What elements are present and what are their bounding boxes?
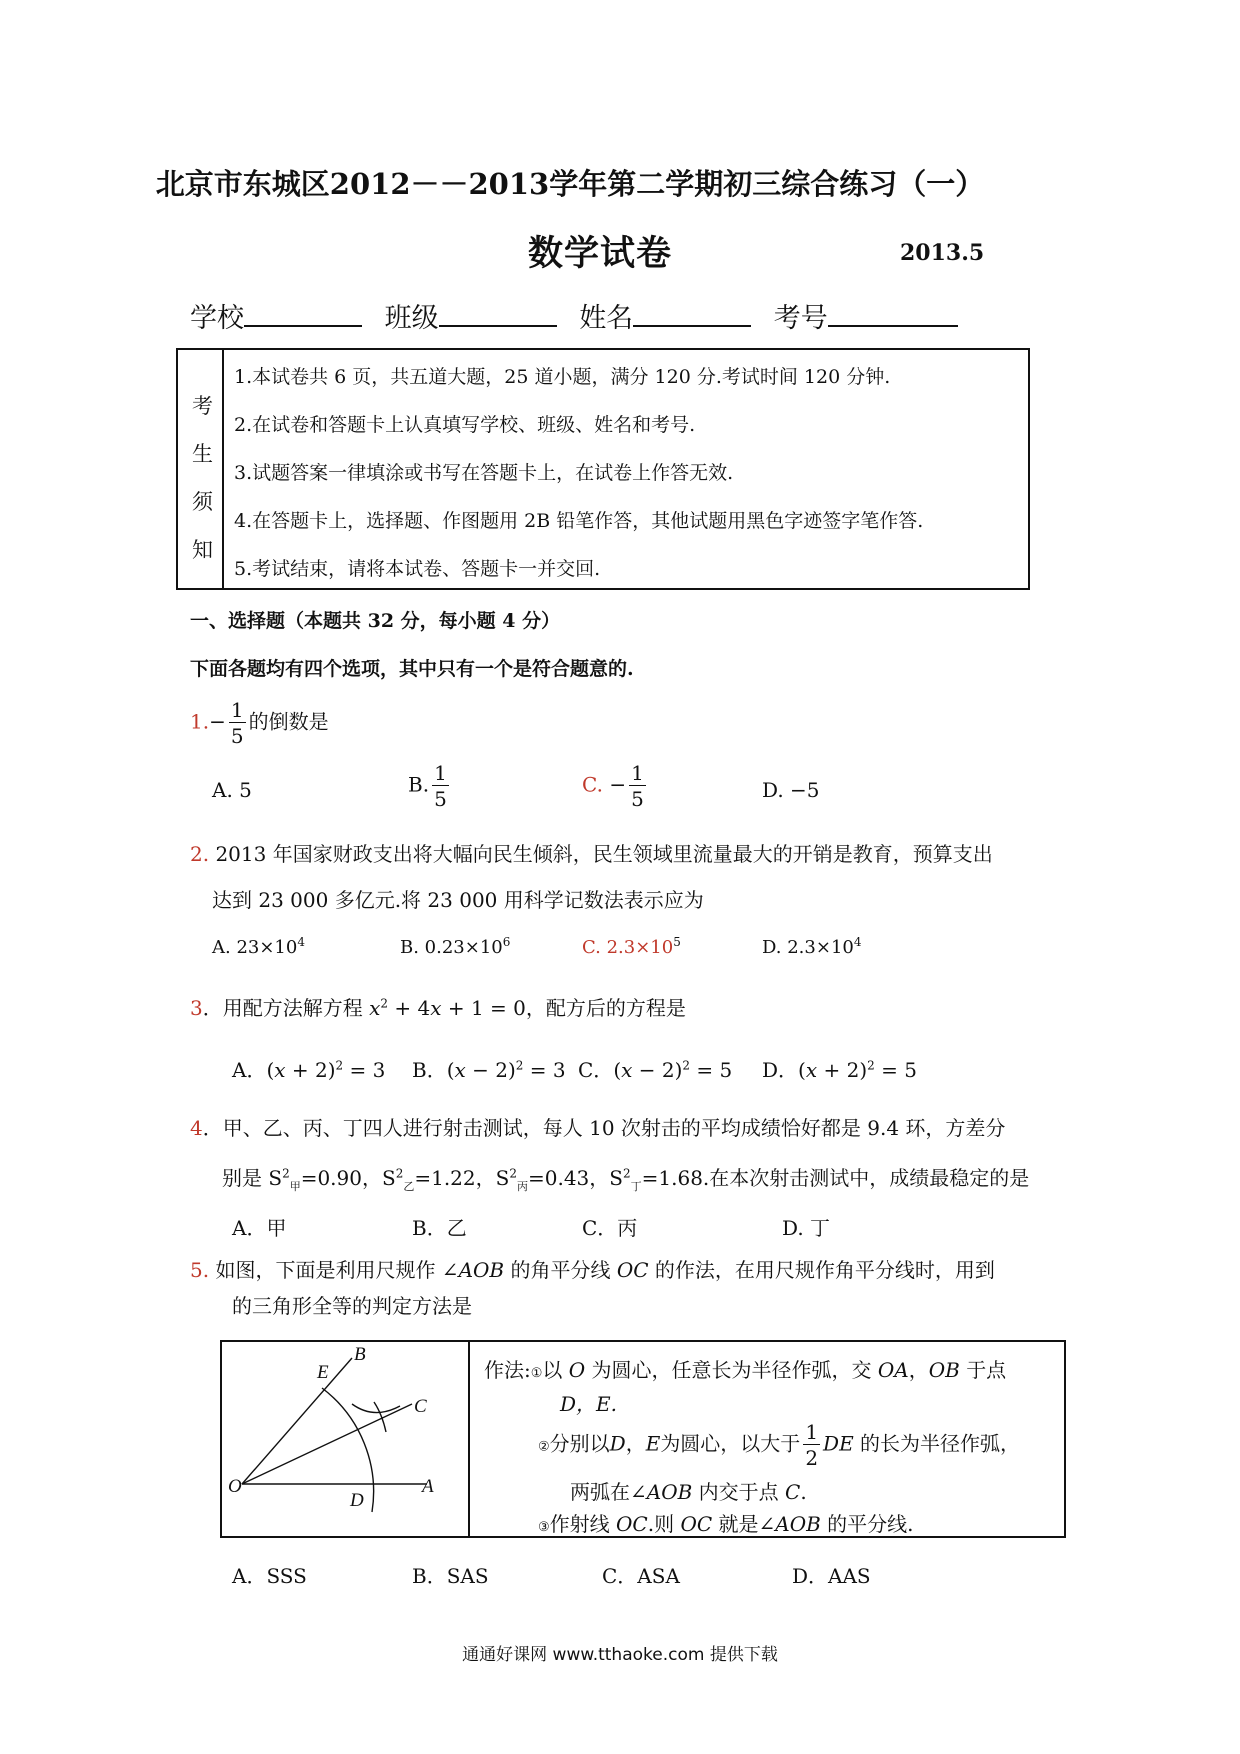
notice-side-label (178, 350, 224, 588)
arc-de (322, 1388, 374, 1512)
notice-side-char: 须 (192, 490, 213, 514)
question-number: 5. (190, 1258, 210, 1282)
label-a: A (422, 1476, 434, 1497)
construction-figure-table (220, 1340, 1066, 1538)
notice-side-char: 生 (192, 442, 213, 466)
question-text: 2013 年国家财政支出将大幅向民生倾斜，民生领域里流量最大的开销是教育，预算支出 (215, 842, 993, 866)
construction-step-1: 作法:①以 O 为圆心，任意长为半径作弧，交 OA，OB 于点 (484, 1358, 1007, 1382)
construction-step-3: ③作射线 OC.则 OC 就是∠AOB 的平分线. (538, 1512, 914, 1536)
option-c[interactable]: C. $2.3\times 10^5$ (582, 935, 681, 958)
option-c[interactable]: C．丙 (582, 1216, 638, 1240)
question-3: 3．用配方法解方程 $x^2 + 4x + 1 = 0$，配方后的方程是 (190, 996, 686, 1020)
question-2 (190, 838, 993, 867)
construction-diagram (222, 1342, 470, 1536)
option-a[interactable]: A．SSS (232, 1564, 307, 1588)
question-1 (190, 700, 329, 746)
fraction: $\frac{1}{5}$ (631, 761, 644, 811)
question-number: 3 (190, 996, 203, 1020)
label-d: D (350, 1490, 364, 1511)
notice-item: 5.考试结束，请将本试卷、答题卡一并交回. (234, 558, 601, 580)
school-field: 学校 (190, 296, 362, 335)
option-a[interactable]: A．$(x + 2)^2 = 3$ (232, 1058, 386, 1082)
option-a[interactable]: A. 5 (212, 778, 252, 802)
angle-bisector-diagram (222, 1342, 466, 1536)
exam-number-field: 考号 (774, 296, 958, 335)
fraction: $\frac{1}{5}$ (230, 698, 244, 748)
notice-side-char: 考 (192, 394, 213, 418)
construction-step-2-line2: 两弧在∠AOB 内交于点 C. (570, 1480, 807, 1504)
option-c[interactable]: C．$(x - 2)^2 = 5$ (578, 1058, 733, 1082)
name-field: 姓名 (579, 296, 751, 335)
question-number: 4 (190, 1116, 203, 1140)
section-heading: 一、选择题（本题共 32 分，每小题 4 分） (190, 610, 561, 632)
exam-number-blank[interactable] (828, 299, 958, 327)
label-b: B (354, 1344, 366, 1365)
construction-step-2: ②分别以D，E为圆心，以大于 $\frac{1}{2}$ DE 的长为半径作弧， (538, 1420, 1021, 1470)
option-b[interactable]: B．$(x - 2)^2 = 3$ (412, 1058, 566, 1082)
option-d[interactable]: D. $2.3\times 10^4$ (762, 935, 862, 958)
school-blank[interactable] (244, 299, 362, 327)
exam-title: 北京市东城区2012－－2013学年第二学期初三综合练习（一） (155, 167, 985, 201)
ray-ob (242, 1358, 352, 1484)
page-footer: 通通好课网 www.tthaoke.com 提供下载 (462, 1645, 778, 1665)
option-b[interactable]: B. $\frac{1}{5}$ (408, 761, 447, 811)
label-o: O (228, 1476, 242, 1497)
option-d[interactable]: D．AAS (792, 1564, 871, 1588)
question-number: 2. (190, 842, 210, 866)
option-b[interactable]: B. $0.23\times 10^6$ (400, 935, 511, 958)
section-instruction: 下面各题均有四个选项，其中只有一个是符合题意的. (190, 658, 634, 680)
candidate-notice-box (176, 348, 1030, 590)
question-4-line2: 别是 $S^2_甲=0.90$，$S^2_乙=1.22$，$S^2_丙=0.43$，$S^2_丁=1.68$.在本次射击测试中，成绩最稳定的是 (222, 1166, 1030, 1193)
option-c[interactable]: C．ASA (602, 1564, 680, 1588)
class-field: 班级 (385, 296, 557, 335)
option-a[interactable]: A．甲 (232, 1216, 287, 1240)
question-5-line2: 的三角形全等的判定方法是 (232, 1294, 472, 1318)
class-blank[interactable] (439, 299, 557, 327)
question-number: 1. (190, 709, 210, 734)
option-d[interactable]: D. 丁 (782, 1216, 831, 1240)
exam-subtitle: 数学试卷 (528, 233, 673, 274)
label-e: E (317, 1362, 329, 1383)
option-d[interactable]: D．$(x + 2)^2 = 5$ (762, 1058, 917, 1082)
option-a[interactable]: A. $23\times 10^4$ (212, 935, 305, 958)
question-text: 的倒数是 (248, 709, 329, 734)
fraction: $\frac{1}{5}$ (434, 761, 447, 811)
option-d[interactable]: D. −5 (762, 778, 820, 802)
notice-item: 3.试题答案一律填涂或书写在答题卡上，在试卷上作答无效. (234, 462, 734, 484)
student-info-row (190, 296, 972, 335)
name-blank[interactable] (633, 299, 751, 327)
equation: $x^2 + 4x + 1 = 0$ (369, 996, 526, 1020)
option-c[interactable]: C. − $\frac{1}{5}$ (582, 761, 644, 811)
exam-date: 2013.5 (900, 240, 985, 266)
question-4 (190, 1112, 1005, 1141)
notice-item: 2.在试卷和答题卡上认真填写学校、班级、姓名和考号. (234, 414, 696, 436)
question-2-line2: 达到 23 000 多亿元.将 23 000 用科学记数法表示应为 (212, 888, 704, 912)
option-b[interactable]: B．SAS (412, 1564, 489, 1588)
question-5: 5. 如图，下面是利用尺规作 ∠AOB 的角平分线 OC 的作法，在用尺规作角平分线时，用到 (190, 1258, 995, 1282)
label-c: C (414, 1396, 427, 1417)
construction-step-1-points: D，E. (560, 1392, 617, 1416)
option-b[interactable]: B．乙 (412, 1216, 467, 1240)
notice-item: 1.本试卷共 6 页，共五道大题，25 道小题，满分 120 分.考试时间 120 分钟. (234, 366, 891, 388)
ray-oc (242, 1404, 412, 1484)
notice-item: 4.在答题卡上，选择题、作图题用 2B 铅笔作答，其他试题用黑色字迹签字笔作答. (234, 510, 924, 532)
question-text: ．甲、乙、丙、丁四人进行射击测试，每人 10 次射击的平均成绩恰好都是 9.4 环，方差分 (202, 1116, 1006, 1140)
notice-side-char: 知 (192, 538, 213, 562)
minus-sign: − (209, 709, 226, 734)
